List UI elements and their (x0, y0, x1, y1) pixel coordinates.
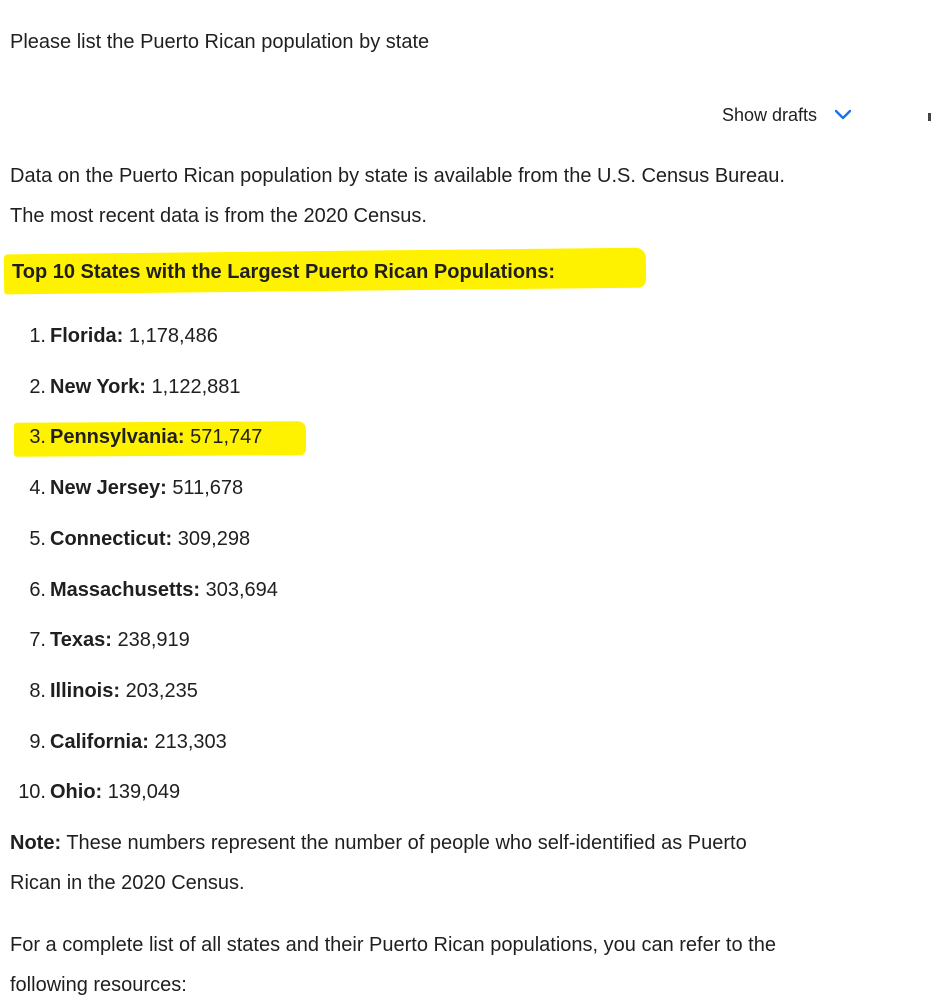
list-item-number: 4. (29, 477, 46, 500)
show-drafts-button[interactable] (722, 101, 853, 129)
state-name: Connecticut: (50, 527, 173, 550)
list-item (0, 322, 600, 373)
list-item-entry (50, 525, 250, 553)
state-population: 511,678 (172, 477, 244, 500)
complete-list-paragraph (10, 925, 910, 1005)
list-item-entry (50, 626, 190, 654)
state-population: 309,298 (177, 527, 251, 550)
list-item-number: 7. (29, 629, 46, 652)
list-item-number: 6. (29, 578, 46, 601)
list-item-number: 5. (29, 527, 46, 550)
list-item (0, 728, 600, 779)
state-name: Illinois: (50, 679, 120, 702)
list-item-entry (50, 322, 218, 350)
list-item-number: 3. (29, 426, 46, 449)
more-options-edge[interactable] (928, 113, 931, 121)
list-item (0, 778, 600, 829)
list-item-number: 1. (29, 325, 46, 347)
state-name: Pennsylvania: (50, 426, 185, 449)
list-item (0, 423, 600, 474)
list-item-entry (50, 728, 227, 756)
list-item (0, 576, 600, 627)
list-item (0, 525, 600, 576)
intro-line-2: The most recent data is from the 2020 Census. (10, 205, 427, 227)
state-population: 303,694 (205, 578, 278, 601)
complete-line-1: For a complete list of all states and their Puerto Rican populations, you can refer to the (10, 934, 776, 956)
note-paragraph (10, 823, 910, 903)
list-item-entry (50, 373, 241, 401)
state-population: 139,049 (107, 781, 181, 804)
user-prompt: Please list the Puerto Rican population by state (10, 31, 430, 53)
show-drafts-label: Show drafts (722, 105, 818, 125)
state-population: 1,178,486 (128, 325, 218, 347)
list-heading: Top 10 States with the Largest Puerto Rican Populations: (12, 261, 556, 283)
state-name: Florida: (50, 325, 124, 347)
complete-line-2: following resources: (10, 974, 187, 996)
state-name: New Jersey: (50, 477, 167, 500)
chevron-down-icon (833, 105, 853, 125)
state-name: Ohio: (50, 781, 103, 804)
state-name: California: (50, 730, 149, 753)
note-line-1: These numbers represent the number of people who self-identified as Puerto (66, 832, 747, 854)
state-population: 203,235 (125, 679, 198, 702)
list-item-entry (50, 677, 198, 705)
response-intro (10, 156, 910, 236)
state-population: 238,919 (117, 629, 190, 652)
list-item-entry (50, 576, 278, 604)
list-item (0, 373, 600, 424)
state-population: 1,122,881 (151, 375, 241, 398)
list-item-entry (50, 474, 243, 502)
state-name: Texas: (50, 629, 112, 652)
list-item-entry (50, 778, 180, 806)
list-item (0, 626, 600, 677)
list-item (0, 677, 600, 728)
list-item-number: 10. (18, 781, 46, 804)
note-line-2: Rican in the 2020 Census. (10, 872, 245, 894)
list-item-number: 8. (29, 679, 46, 702)
state-population: 213,303 (154, 730, 227, 753)
state-name: Massachusetts: (50, 578, 201, 601)
intro-line-1: Data on the Puerto Rican population by state is available from the U.S. Census Bureau. (10, 165, 785, 187)
state-name: New York: (50, 375, 146, 398)
list-item-number: 2. (29, 375, 46, 398)
list-item-number: 9. (29, 730, 46, 753)
list-item (0, 474, 600, 525)
state-population: 571,747 (190, 426, 263, 449)
list-item-entry (50, 423, 262, 451)
note-label: Note: (10, 832, 62, 854)
